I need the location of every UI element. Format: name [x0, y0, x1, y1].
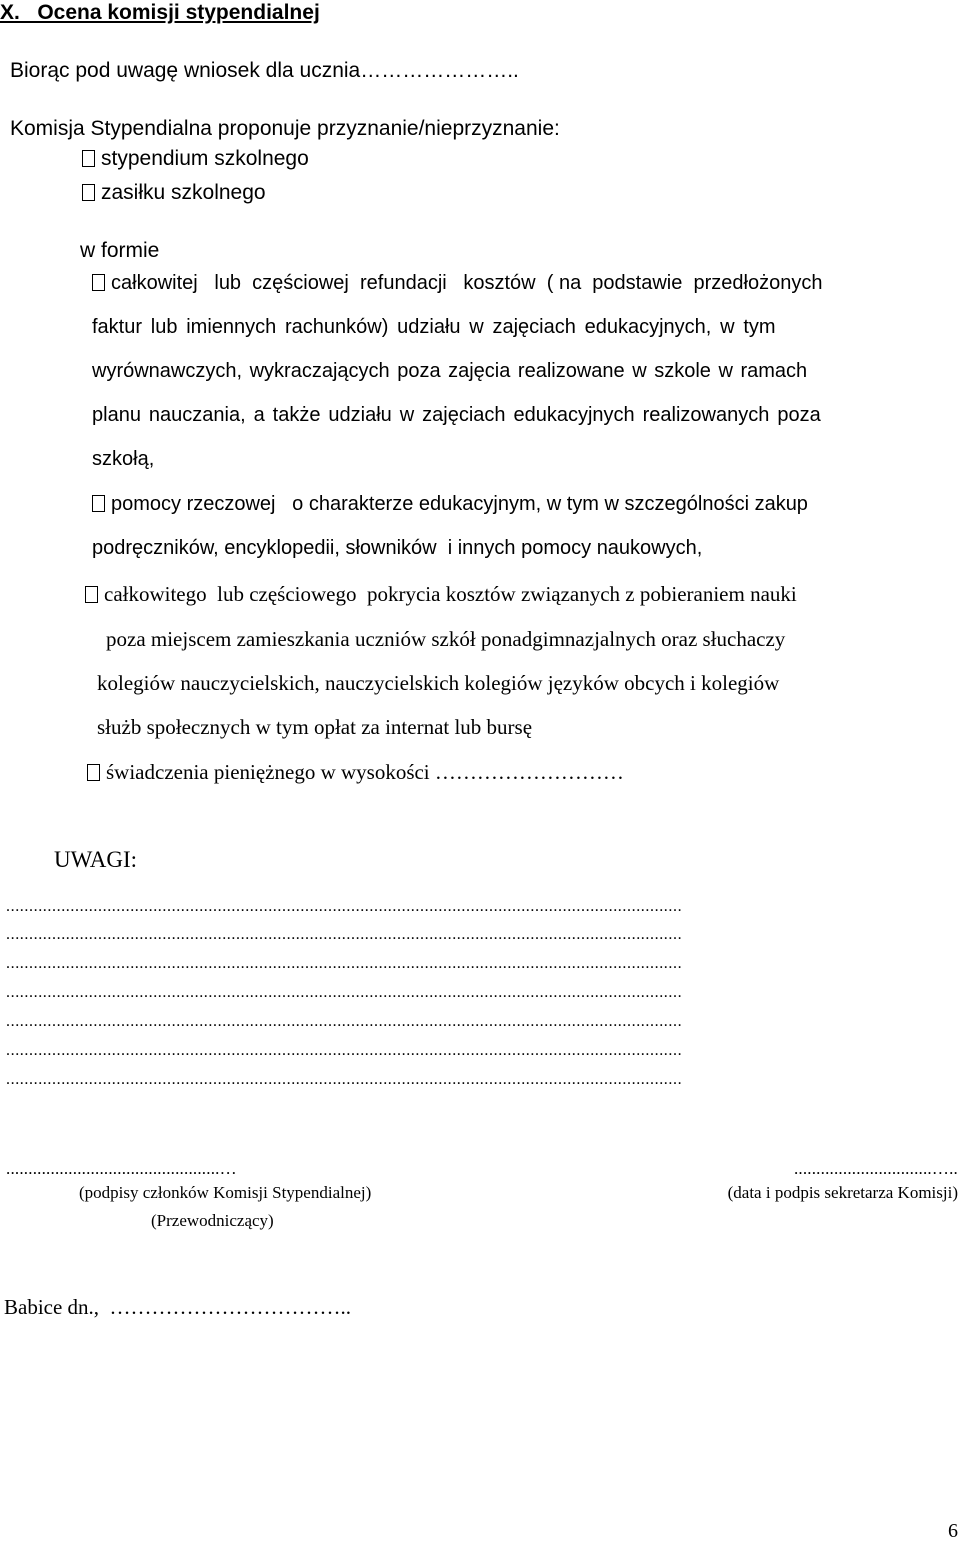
signature-right-caption: (data i podpis sekretarza Komisji): [727, 1183, 958, 1202]
notes-line-3[interactable]: ...................................................................................................................................................: [6, 955, 683, 972]
proposal-line: Komisja Stypendialna proponuje przyznanie/nieprzyznanie:: [10, 117, 560, 140]
option3-line1: całkowitego lub częściowego pokrycia kosztów związanych z pobieraniem nauki: [104, 582, 797, 606]
option3-line2: poza miejscem zamieszkania uczniów szkół ponadgimnazjalnych oraz słuchaczy: [106, 627, 786, 651]
notes-line-1[interactable]: ...................................................................................................................................................: [6, 898, 683, 915]
type-label-zasilek: zasiłku szkolnego: [101, 181, 266, 204]
option3-line3: kolegiów nauczycielskich, nauczycielskich kolegiów języków obcych i kolegiów: [97, 671, 780, 695]
option4-line1: świadczenia pieniężnego w wysokości ………………………: [106, 760, 624, 784]
option1-line3: wyrównawczych, wykraczających poza zajęcia realizowane w szkole w ramach: [92, 360, 808, 382]
notes-line-6[interactable]: ...................................................................................................................................................: [6, 1042, 683, 1059]
option2-line2: podręczników, encyklopedii, słowników i innych pomocy naukowych,: [92, 537, 703, 559]
checkbox-zasilek[interactable]: [82, 184, 95, 201]
signature-right-dots[interactable]: ...............................…..: [793, 1159, 958, 1178]
option1-line2: faktur lub imiennych rachunków) udziału w zajęciach edukacyjnych, w tym: [92, 316, 776, 338]
checkbox-stypendium[interactable]: [82, 150, 95, 167]
checkbox-option3[interactable]: [85, 586, 98, 603]
checkbox-option1[interactable]: [92, 274, 105, 291]
option1-row: [92, 270, 822, 296]
notes-label: UWAGI:: [54, 847, 138, 872]
option2-row: [92, 491, 808, 517]
option1-line4: planu nauczania, a także udziału w zajęciach edukacyjnych realizowanych poza: [92, 404, 821, 426]
checkbox-option2[interactable]: [92, 495, 105, 512]
place-date[interactable]: Babice dn., ……………………………..: [4, 1295, 352, 1319]
section-title: X. Ocena komisji stypendialnej: [0, 1, 320, 24]
type-row-zasilek: [82, 179, 266, 207]
signature-left-dots[interactable]: ................................................…: [6, 1159, 237, 1178]
type-row-stypendium: [82, 145, 309, 173]
option4-row: [87, 758, 624, 786]
form-heading: w formie: [80, 239, 160, 262]
type-label-stypendium: stypendium szkolnego: [101, 147, 309, 170]
option3-row: [85, 580, 797, 608]
notes-line-2[interactable]: ...................................................................................................................................................: [6, 926, 683, 943]
notes-line-4[interactable]: ...................................................................................................................................................: [6, 984, 683, 1001]
signature-left-caption2: (Przewodniczący): [151, 1211, 274, 1230]
notes-line-5[interactable]: ...................................................................................................................................................: [6, 1013, 683, 1030]
checkbox-option4[interactable]: [87, 764, 100, 781]
option3-line4: służb społecznych w tym opłat za internat lub bursę: [97, 715, 533, 739]
intro-line: Biorąc pod uwagę wniosek dla ucznia…………………..: [10, 59, 519, 82]
option2-line1: pomocy rzeczowej o charakterze edukacyjnym, w tym w szczególności zakup: [111, 493, 808, 515]
option1-line5: szkołą,: [92, 448, 155, 470]
signature-left-caption: (podpisy członków Komisji Stypendialnej): [79, 1183, 372, 1202]
option1-line1: całkowitej lub częściowej refundacji kosztów ( na podstawie przedłożonych: [111, 272, 823, 294]
notes-line-7[interactable]: ...................................................................................................................................................: [6, 1071, 683, 1088]
page-number: 6: [948, 1520, 958, 1542]
